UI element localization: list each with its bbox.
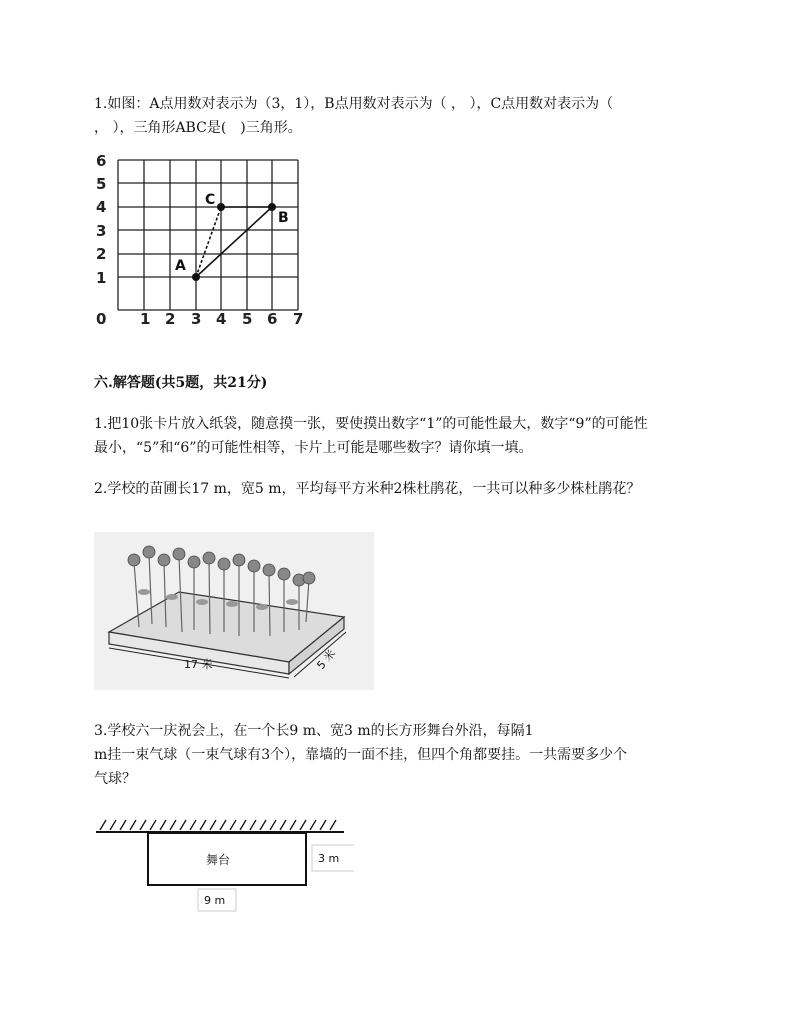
x-tick-label: 6 bbox=[267, 310, 278, 328]
q-cards-line2: 最小，“5”和“6”的可能性相等，卡片上可能是哪些数字？请你填一填。 bbox=[94, 440, 533, 456]
x-tick-label: 1 bbox=[140, 310, 151, 328]
q-garden-text: 2.学校的苗圃长17 m，宽5 m，平均每平方米种2株杜鹃花，一共可以种多少株杜鹃花？ bbox=[94, 481, 641, 497]
wall-hatching bbox=[100, 820, 336, 830]
garden-width-label: 5 米 bbox=[314, 647, 339, 672]
y-tick-label: 5 bbox=[96, 175, 107, 193]
stage-figure bbox=[94, 815, 354, 915]
q-balloons-line1: 3.学校六一庆祝会上，在一个长9 m、宽3 m的长方形舞台外沿，每隔1 bbox=[94, 723, 534, 739]
flower-bed-figure bbox=[94, 532, 374, 690]
coordinate-grid-figure bbox=[88, 150, 318, 335]
point-a bbox=[192, 273, 200, 281]
point-label-a: A bbox=[175, 258, 186, 274]
y-tick-label: 3 bbox=[96, 222, 107, 240]
q1-line1: 1.如图：A点用数对表示为（3，1），B点用数对表示为（ ， ），C点用数对表示为（ bbox=[94, 96, 614, 112]
y-tick-label: 1 bbox=[96, 269, 107, 287]
section-title: 六.解答题(共5题，共21分) bbox=[94, 375, 268, 391]
x-tick-label: 3 bbox=[191, 310, 202, 328]
x-tick-label: 0 bbox=[96, 310, 107, 328]
point-c bbox=[217, 203, 225, 211]
x-tick-label: 2 bbox=[165, 310, 176, 328]
garden-length-label: 17 米 bbox=[184, 658, 213, 671]
point-label-b: B bbox=[278, 210, 289, 226]
q1-line2: ， ），三角形ABC是( )三角形。 bbox=[94, 120, 302, 136]
stage-label: 舞台 bbox=[206, 853, 231, 867]
x-tick-label: 4 bbox=[216, 310, 227, 328]
grid-lines bbox=[118, 160, 298, 310]
q-balloons-line2: m挂一束气球（一束气球有3个），靠墙的一面不挂，但四个角都要挂。一共需要多少个 bbox=[94, 747, 628, 763]
y-tick-label: 4 bbox=[96, 198, 107, 216]
triangle-abc bbox=[196, 207, 272, 277]
stage-width-label: 3 m bbox=[318, 852, 340, 865]
x-tick-label: 5 bbox=[242, 310, 253, 328]
y-tick-label: 2 bbox=[96, 245, 107, 263]
q-balloons-line3: 气球？ bbox=[94, 771, 136, 787]
stage-length-label: 9 m bbox=[204, 894, 226, 907]
x-tick-label: 7 bbox=[293, 310, 304, 328]
q-cards-line1: 1.把10张卡片放入纸袋，随意摸一张，要使摸出数字“1”的可能性最大，数字“9”的可能性 bbox=[94, 416, 648, 432]
y-tick-label: 6 bbox=[96, 152, 107, 170]
point-b bbox=[268, 203, 276, 211]
point-label-c: C bbox=[205, 192, 216, 208]
